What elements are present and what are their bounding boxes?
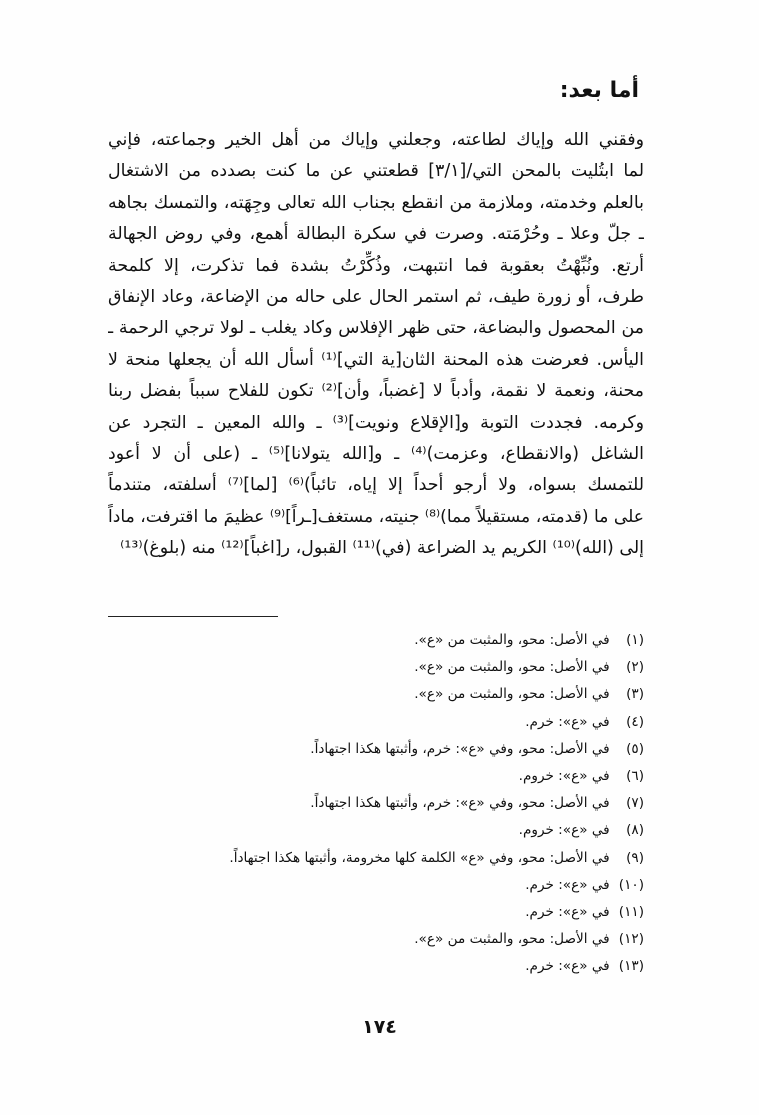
footnote-text: في «ع»: خرم. (525, 904, 610, 921)
footnote-text: في الأصل: محو، والمثبت من «ع». (414, 659, 610, 676)
footnote-number: (١٣) (618, 958, 644, 975)
footnote-text: في الأصل: محو، وفي «ع»: خرم، وأثبتها هكذا اجتهاداً. (310, 795, 610, 812)
footnote-item (108, 953, 644, 980)
text-line: وفقني الله وإياك لطاعته، وجعلني وإياك من أهل الخير وجماعته، فإني (108, 130, 644, 150)
footnote-text: في الأصل: محو، والمثبت من «ع». (414, 686, 610, 703)
footnote-number: (٢) (626, 659, 644, 676)
footnote-item (108, 709, 644, 736)
footnote-item (108, 736, 644, 763)
text-line: بالعلم وخدمته، وملازمة من انقطع بجناب الله تعالى وجِهَته، والتمسك بجاهه (108, 192, 644, 213)
footnote-item (108, 654, 644, 681)
text-line: لما ابتُليت بالمحن التي/[٣/١] قطعتني عن ما كنت بصدده من الاشتغال (108, 161, 644, 182)
footnote-number: (١٠) (618, 876, 644, 893)
footnote-text: في «ع»: خروم. (518, 768, 610, 785)
footnote-number: (٤) (626, 713, 644, 730)
footnote-text: في الأصل: محو، وفي «ع» الكلمة كلها مخرومة، وأثبتها هكذا اجتهاداً. (229, 849, 610, 866)
footnote-number: (٣) (626, 686, 644, 703)
footnote-text: في الأصل: محو، والمثبت من «ع». (414, 632, 610, 648)
footnote-number: (١) (626, 632, 644, 648)
text-line: من المحصول والبضاعة، حتى ظهر الإفلاس وكاد يغلب ـ لولا ترجي الرحمة ـ (108, 318, 644, 339)
text-line: إلى (الله)⁽¹⁰⁾ الكريم يد الضراعة (في)⁽¹¹⁾ القبول، ر[اغباً]⁽¹²⁾ منه (بلوغ)⁽¹³⁾ (120, 538, 644, 559)
footnote-number: (١١) (618, 904, 644, 921)
footnote-text: في «ع»: خرم. (525, 713, 610, 730)
text-line: طرف، أو زورة طيف، ثم استمر الحال على حاله من الإضاعة، وعاد الإنفاق (108, 287, 644, 308)
footnote-number: (٩) (626, 849, 644, 866)
text-line: اليأس. فعرضت هذه المحنة الثان[ية التي]⁽¹⁾ أسأل الله أن يجعلها منحة لا (108, 349, 644, 370)
footnote-item (108, 681, 644, 708)
text-line: أرتع. ونُبِّهْتُ بعقوبة فما انتبهت، وذُكِّرْتُ بشدة فما تذكرت، إلا كلمحة (108, 255, 644, 276)
text-line: للتمسك بسواه، ولا أرجو أحداً إلا إياه، تائباً)⁽⁶⁾ [لما]⁽⁷⁾ أسلفته، متندماً (108, 475, 644, 496)
footnote-divider (108, 616, 278, 617)
footnote-item (108, 872, 644, 899)
footnote-text: في «ع»: خروم. (518, 822, 610, 839)
main-text (108, 125, 644, 565)
footnote-text: في الأصل: محو، وفي «ع»: خرم، وأثبتها هكذا اجتهاداً. (310, 740, 610, 757)
footnote-item (108, 817, 644, 844)
footnote-text: في «ع»: خرم. (525, 958, 610, 975)
footnote-item (108, 790, 644, 817)
footnote-item (108, 899, 644, 926)
footnote-text: في الأصل: محو، والمثبت من «ع». (414, 931, 610, 948)
footnote-number: (٥) (626, 740, 644, 757)
footnote-item (108, 627, 644, 654)
text-line: وكرمه. فجددت التوبة و[الإقلاع ونويت]⁽³⁾ ـ والله المعين ـ التجرد عن (108, 412, 644, 433)
footnote-item (108, 926, 644, 953)
text-line: الشاغل (والانقطاع، وعزمت)⁽⁴⁾ ـ و[الله يتولانا]⁽⁵⁾ ـ (على أن لا أعود (108, 444, 644, 465)
footnote-item (108, 763, 644, 790)
section-heading: أما بعد: (559, 78, 639, 103)
footnote-number: (٧) (626, 795, 644, 812)
page-number: ١٧٤ (362, 1016, 397, 1038)
text-line: ـ جلّ وعلا ـ وحُرْمَته. وصرت في سكرة البطالة أهمع، وفي روض الجهالة (108, 224, 644, 245)
footnote-item (108, 845, 644, 872)
footnote-number: (٨) (626, 822, 644, 839)
footnote-number: (٦) (626, 768, 644, 785)
footnotes-list (108, 627, 644, 981)
footnote-text: في «ع»: خرم. (525, 876, 610, 893)
text-line: على ما (قدمته، مستقيلاً مما)⁽⁸⁾ جنيته، مستغف[ـراً]⁽⁹⁾ عظيمَ ما اقترفت، ماداً (108, 506, 644, 527)
footnote-number: (١٢) (618, 931, 644, 948)
text-line: محنة، ونعمة لا نقمة، وأدباً لا [غضباً، وأن]⁽²⁾ تكون للفلاح سبباً بفضل ربنا (108, 381, 644, 402)
